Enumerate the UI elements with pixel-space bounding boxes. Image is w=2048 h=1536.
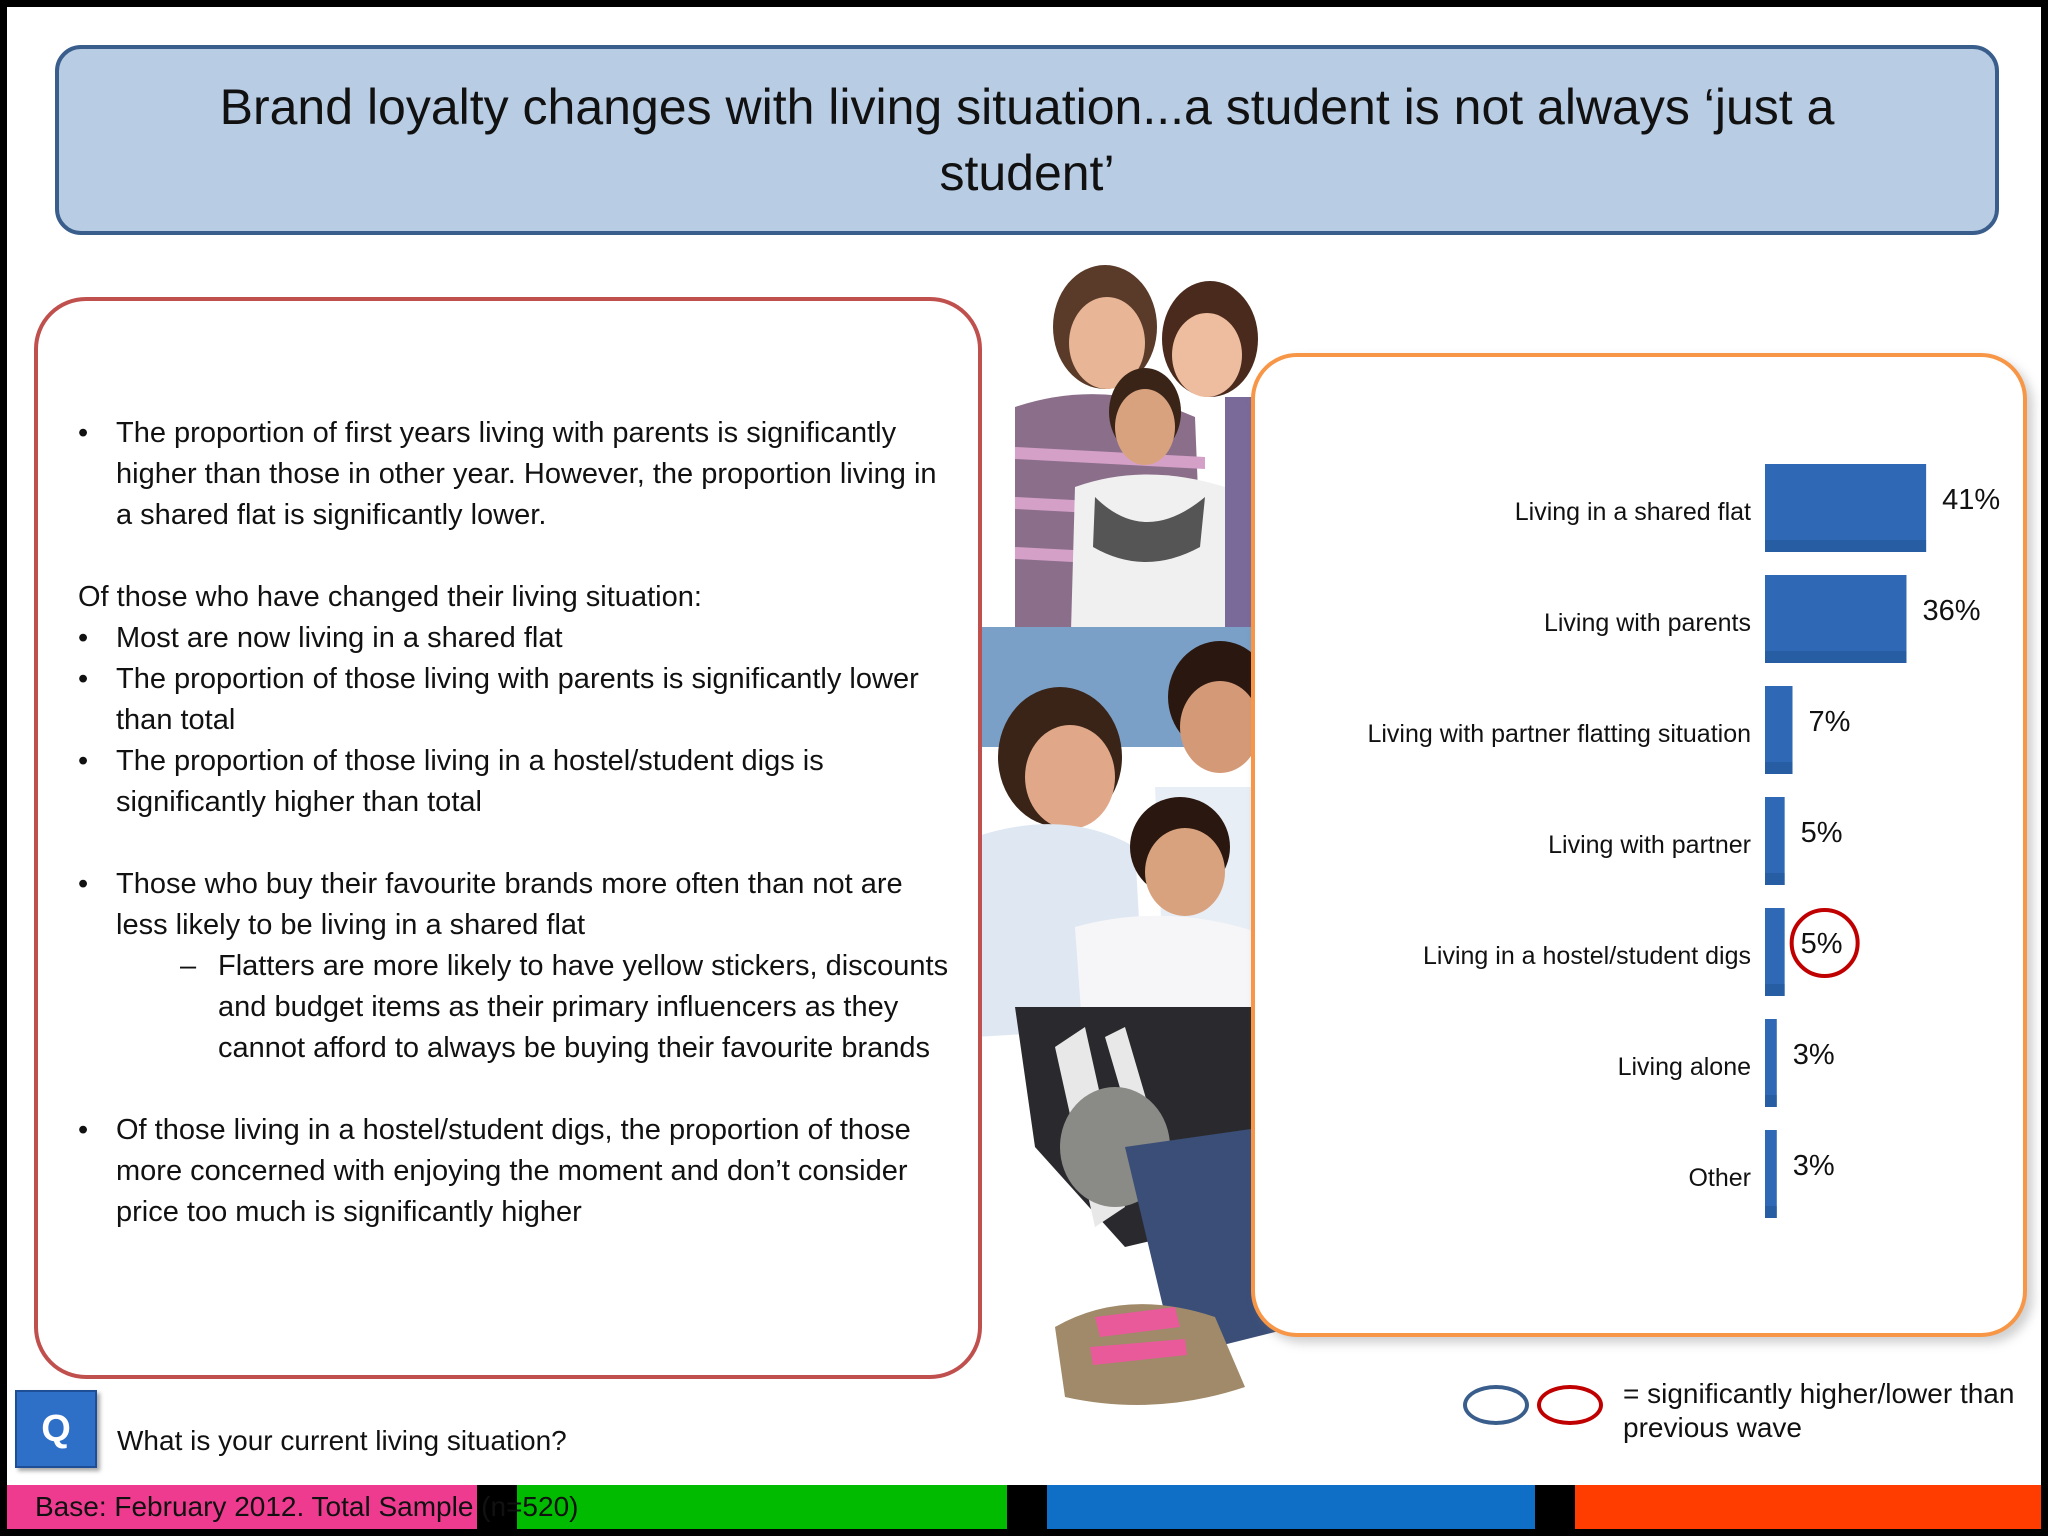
category-label: Living with partner [1548, 831, 1751, 859]
category-label: Living in a shared flat [1514, 498, 1751, 526]
bar-group [1544, 575, 1981, 663]
slide-title: Brand loyalty changes with living situation...a student is not always ‘just a student’ [219, 79, 1835, 201]
findings-panel [34, 297, 982, 1379]
bar-group [1688, 1130, 1834, 1218]
bar-group [1515, 464, 2000, 552]
bar-group [1423, 908, 1858, 996]
category-label: Living with parents [1543, 609, 1751, 637]
footer-segment-black-2 [1007, 1485, 1047, 1529]
living-situation-bar-chart [1255, 357, 2031, 1341]
bullet-enjoying-moment: • Of those living in a hostel/student digs, the proportion of those more concerned with enjoying the moment and don’t consider price too much is significantly higher [78, 1110, 958, 1233]
legend-oval-higher [1463, 1385, 1529, 1425]
bullet-favourite-brands: • Those who buy their favourite brands more often than not are less likely to be living in a shared flat [78, 864, 958, 946]
legend-oval-lower [1537, 1385, 1603, 1425]
bar-shade [1765, 1095, 1777, 1107]
value-label: 5% [1800, 928, 1843, 960]
bar [1765, 908, 1785, 996]
title-banner [55, 45, 1999, 235]
findings-text [78, 413, 958, 1233]
slide [7, 7, 2041, 1529]
value-label: 3% [1792, 1150, 1835, 1182]
bullet-with-parents: • The proportion of those living with parents is significantly lower than total [78, 659, 958, 741]
footer-segment-black-3 [1535, 1485, 1575, 1529]
bar [1765, 575, 1906, 663]
category-label: Living in a hostel/student digs [1423, 942, 1751, 970]
category-label: Living with partner flatting situation [1367, 720, 1751, 748]
bar-shade [1765, 762, 1793, 774]
bar-shade [1765, 873, 1785, 885]
bar-group [1618, 1019, 1835, 1107]
question-badge: Q [15, 1390, 97, 1468]
bullet-first-years: • The proportion of first years living with parents is significantly higher than those in other year. However, the proportion living in a shared flat is significantly lower. [78, 413, 958, 536]
base-note: Base: February 2012. Total Sample (n=520) [35, 1491, 579, 1522]
value-label: 41% [1942, 484, 2001, 516]
category-label: Living alone [1617, 1053, 1751, 1081]
footer-segment-orange [1575, 1485, 2041, 1529]
changed-intro: Of those who have changed their living situation: [78, 581, 702, 613]
bar [1765, 1130, 1777, 1218]
significance-legend [1455, 1377, 2015, 1457]
bar-shade [1765, 540, 1926, 552]
value-label: 36% [1922, 595, 1981, 627]
bar-shade [1765, 651, 1906, 663]
question-text: What is your current living situation? [117, 1425, 567, 1456]
bar [1765, 464, 1926, 552]
bullet-hostel: • The proportion of those living in a hostel/student digs is significantly higher than total [78, 741, 958, 823]
value-label: 7% [1808, 706, 1851, 738]
bar [1765, 797, 1785, 885]
bar-shade [1765, 984, 1785, 996]
bar-group [1367, 686, 1850, 774]
value-label: 3% [1792, 1039, 1835, 1071]
category-label: Other [1688, 1164, 1751, 1192]
bar [1765, 686, 1793, 774]
sub-bullet-flatters: – Flatters are more likely to have yellow stickers, discounts and budget items as their primary influencers as they cannot afford to always be buying their favourite brands [78, 946, 958, 1069]
bar [1765, 1019, 1777, 1107]
legend-text: = significantly higher/lower than previous wave [1623, 1378, 2015, 1443]
footer-segment-blue [1047, 1485, 1535, 1529]
bar-shade [1765, 1206, 1777, 1218]
value-label: 5% [1800, 817, 1843, 849]
bullet-shared-flat: • Most are now living in a shared flat [78, 618, 958, 659]
bar-group [1548, 797, 1842, 885]
chart-panel [1251, 353, 2027, 1337]
footer-segment-green [517, 1485, 1007, 1529]
